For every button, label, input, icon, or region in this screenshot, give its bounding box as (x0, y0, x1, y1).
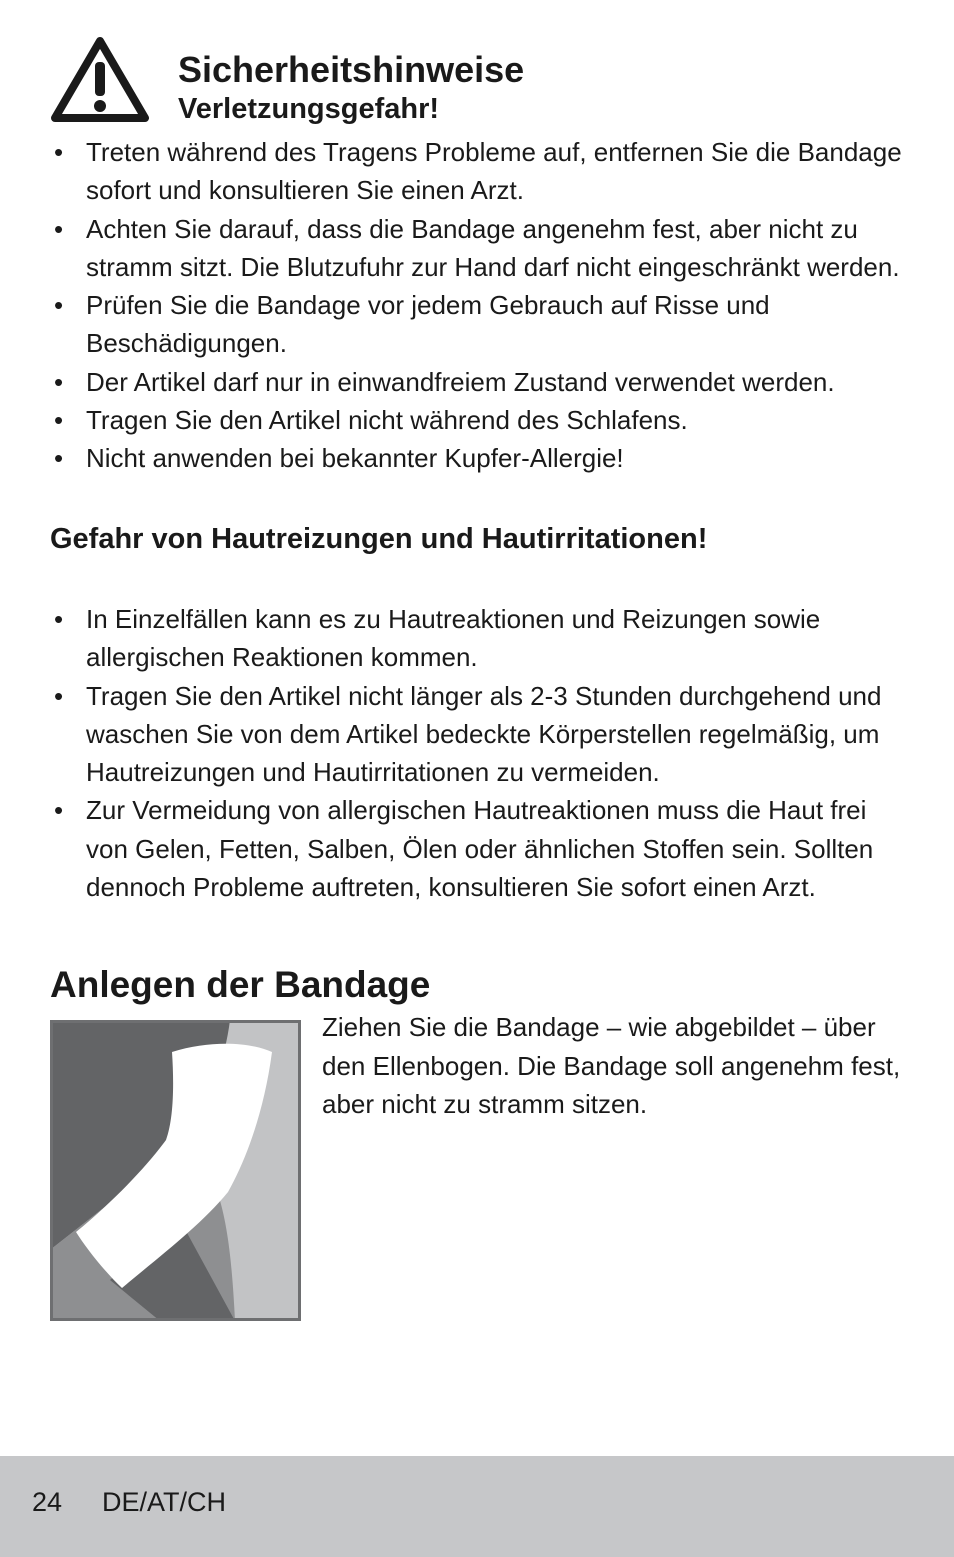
page-footer (0, 1456, 954, 1557)
list-item: • Treten während des Tragens Probleme auf, entfernen Sie die Bandage sofort und konsultieren Sie einen Arzt. (50, 133, 910, 210)
list-item: • Zur Vermeidung von allergischen Hautreaktionen muss die Haut frei von Gelen, Fetten, Salben, Ölen oder ähnlichen Stoffen sein. Sollten dennoch Probleme auftreten, konsultieren Sie sofort einen Arzt. (50, 791, 910, 906)
list-item: • Prüfen Sie die Bandage vor jedem Gebrauch auf Risse und Beschädigungen. (50, 286, 910, 363)
list-item: • Nicht anwenden bei bekannter Kupfer-Allergie! (50, 439, 910, 477)
skin-irritation-list (50, 600, 910, 906)
injury-hazard-list (50, 133, 910, 478)
list-item: • In Einzelfällen kann es zu Hautreaktionen und Reizungen sowie allergischen Reaktionen kommen. (50, 600, 910, 677)
apply-bandage-text: Ziehen Sie die Bandage – wie abgebildet – über den Ellenbogen. Die Bandage soll angenehm fest, aber nicht zu stramm sitzen. (322, 1012, 901, 1119)
injury-hazard-subtitle: Verletzungsgefahr! (178, 93, 440, 125)
region-label: DE/AT/CH (102, 1487, 227, 1517)
list-item: • Tragen Sie den Artikel nicht während des Schlafens. (50, 401, 910, 439)
apply-bandage-heading: Anlegen der Bandage (50, 964, 431, 1005)
elbow-bandage-illustration (50, 1020, 301, 1321)
list-item: • Der Artikel darf nur in einwandfreiem Zustand verwendet werden. (50, 363, 910, 401)
list-item: • Tragen Sie den Artikel nicht länger als 2-3 Stunden durchgehend und waschen Sie von dem Artikel bedeckte Körperstellen regelmäßig, um Hautreizungen und Hautirritationen zu vermeiden. (50, 677, 910, 792)
page-number: 24 (32, 1487, 63, 1517)
warning-triangle-icon (50, 36, 150, 124)
safety-header (50, 36, 910, 128)
page-title: Sicherheitshinweise (178, 49, 525, 90)
list-item: • Achten Sie darauf, dass die Bandage angenehm fest, aber nicht zu stramm sitzt. Die Blutzufuhr zur Hand darf nicht eingeschränkt werden. (50, 210, 910, 287)
skin-irritation-heading: Gefahr von Hautreizungen und Hautirritationen! (50, 523, 708, 555)
